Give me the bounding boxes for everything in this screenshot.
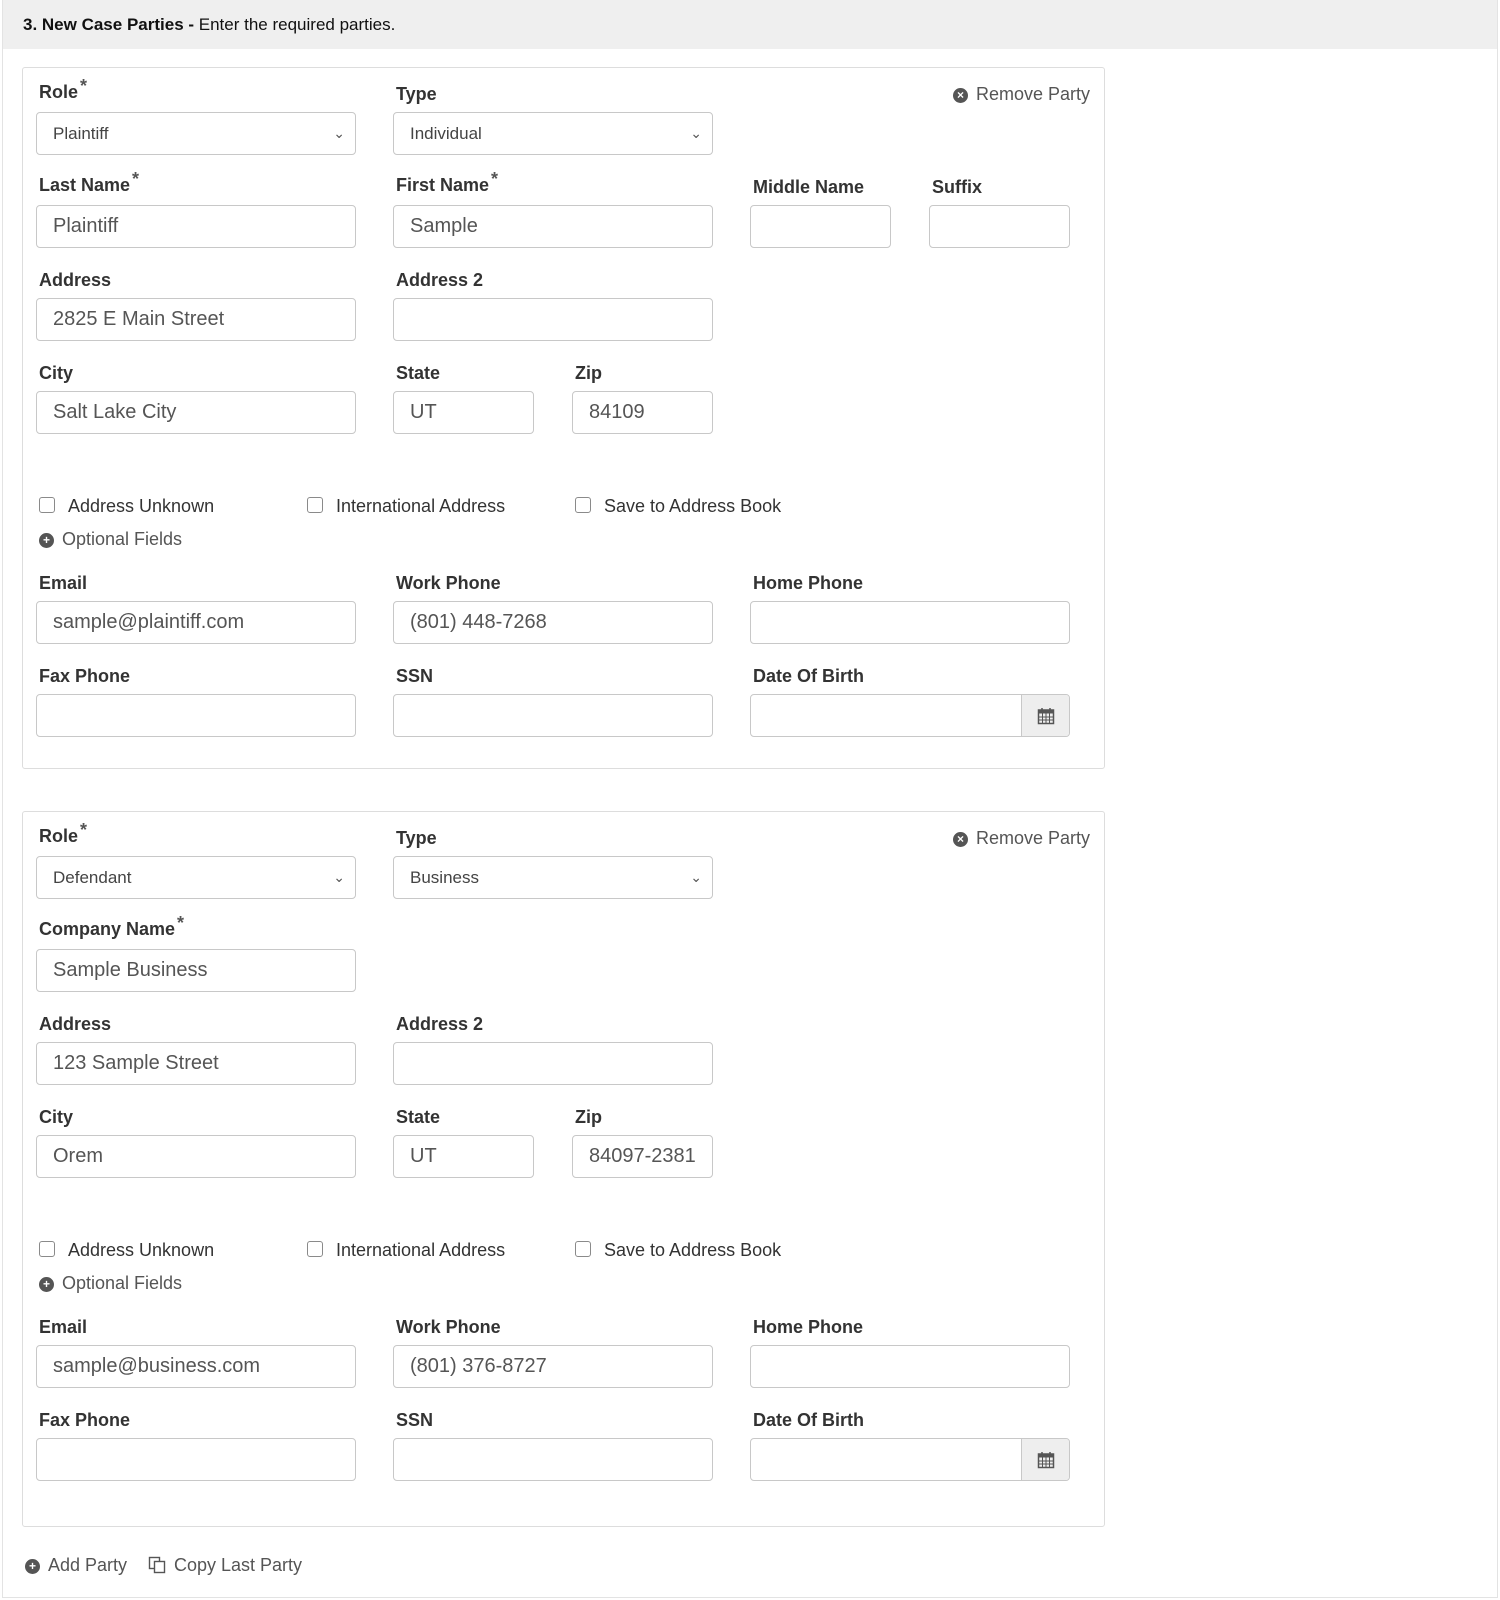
type-select[interactable]: Business ⌄ — [393, 856, 713, 899]
calendar-button[interactable] — [1021, 1439, 1069, 1480]
fax-phone-label: Fax Phone — [39, 666, 131, 686]
city-field[interactable]: Salt Lake City — [36, 391, 356, 434]
type-label: Type — [396, 828, 437, 848]
section-title: 3. New Case Parties - — [23, 15, 195, 34]
first-name-label: First Name * — [396, 169, 499, 195]
copy-last-party-button[interactable]: Copy Last Party — [148, 1555, 302, 1576]
add-party-button[interactable]: + Add Party — [25, 1555, 127, 1576]
role-label: Role * — [39, 76, 88, 102]
address2-field[interactable] — [393, 298, 713, 341]
company-name-label: Company Name * — [39, 913, 185, 939]
ssn-label: SSN — [396, 666, 434, 686]
plus-circle-icon: + — [25, 1559, 40, 1574]
fax-phone-label: Fax Phone — [39, 1410, 131, 1430]
dob-field[interactable] — [750, 694, 1070, 737]
international-address-checkbox[interactable]: International Address — [307, 496, 505, 517]
email-label: Email — [39, 1317, 88, 1337]
address2-label: Address 2 — [396, 270, 484, 290]
plus-circle-icon: + — [39, 533, 54, 548]
times-circle-icon: × — [953, 88, 968, 103]
chevron-down-icon: ⌄ — [333, 869, 345, 885]
address-label: Address — [39, 1014, 112, 1034]
state-field[interactable]: UT — [393, 1135, 534, 1178]
city-label: City — [39, 363, 74, 383]
fax-phone-field[interactable] — [36, 1438, 356, 1481]
zip-field[interactable]: 84109 — [572, 391, 713, 434]
state-label: State — [396, 363, 441, 383]
work-phone-label: Work Phone — [396, 1317, 501, 1337]
company-name-field[interactable]: Sample Business — [36, 949, 356, 992]
suffix-label: Suffix — [932, 177, 983, 197]
chevron-down-icon: ⌄ — [690, 125, 702, 141]
party-card-plaintiff — [22, 67, 1105, 769]
plus-circle-icon: + — [39, 1277, 54, 1292]
home-phone-field[interactable] — [750, 1345, 1070, 1388]
work-phone-field[interactable]: (801) 376-8727 — [393, 1345, 713, 1388]
section-header — [3, 0, 1497, 49]
save-to-address-book-checkbox[interactable]: Save to Address Book — [575, 1240, 781, 1261]
zip-label: Zip — [575, 1107, 602, 1127]
dob-label: Date Of Birth — [753, 1410, 865, 1430]
international-address-checkbox[interactable]: International Address — [307, 1240, 505, 1261]
role-select[interactable]: Defendant ⌄ — [36, 856, 356, 899]
remove-party-label: Remove Party — [975, 828, 1090, 848]
work-phone-label: Work Phone — [396, 573, 501, 593]
last-name-field[interactable]: Plaintiff — [36, 205, 356, 248]
type-label: Type — [396, 84, 437, 104]
address-field[interactable]: 123 Sample Street — [36, 1042, 356, 1085]
dob-label: Date Of Birth — [753, 666, 865, 686]
copy-icon — [148, 1556, 166, 1574]
chevron-down-icon: ⌄ — [690, 869, 702, 885]
home-phone-label: Home Phone — [753, 1317, 864, 1337]
ssn-label: SSN — [396, 1410, 434, 1430]
role-select[interactable]: Plaintiff ⌄ — [36, 112, 356, 155]
calendar-icon — [1037, 707, 1055, 725]
ssn-field[interactable] — [393, 694, 713, 737]
state-field[interactable]: UT — [393, 391, 534, 434]
email-field[interactable]: sample@plaintiff.com — [36, 601, 356, 644]
last-name-label: Last Name * — [39, 169, 140, 195]
address-label: Address — [39, 270, 112, 290]
section-subtitle: Enter the required parties. — [198, 15, 396, 34]
city-label: City — [39, 1107, 74, 1127]
calendar-icon — [1037, 1451, 1055, 1469]
middle-name-label: Middle Name — [753, 177, 865, 197]
email-field[interactable]: sample@business.com — [36, 1345, 356, 1388]
type-select[interactable]: Individual ⌄ — [393, 112, 713, 155]
remove-party-label: Remove Party — [975, 84, 1090, 104]
optional-fields-toggle[interactable]: + Optional Fields — [39, 1273, 182, 1294]
state-label: State — [396, 1107, 441, 1127]
times-circle-icon: × — [953, 832, 968, 847]
email-label: Email — [39, 573, 88, 593]
address-field[interactable]: 2825 E Main Street — [36, 298, 356, 341]
optional-fields-toggle[interactable]: + Optional Fields — [39, 529, 182, 550]
fax-phone-field[interactable] — [36, 694, 356, 737]
middle-name-field[interactable] — [750, 205, 891, 248]
suffix-field[interactable] — [929, 205, 1070, 248]
city-field[interactable]: Orem — [36, 1135, 356, 1178]
work-phone-field[interactable]: (801) 448-7268 — [393, 601, 713, 644]
ssn-field[interactable] — [393, 1438, 713, 1481]
calendar-button[interactable] — [1021, 695, 1069, 736]
remove-party-button[interactable] — [953, 84, 1090, 105]
party-card-defendant — [22, 811, 1105, 1527]
address-unknown-checkbox[interactable]: Address Unknown — [39, 496, 214, 517]
chevron-down-icon: ⌄ — [333, 125, 345, 141]
dob-field[interactable] — [750, 1438, 1070, 1481]
home-phone-label: Home Phone — [753, 573, 864, 593]
address2-label: Address 2 — [396, 1014, 484, 1034]
role-label: Role * — [39, 820, 88, 846]
home-phone-field[interactable] — [750, 601, 1070, 644]
save-to-address-book-checkbox[interactable]: Save to Address Book — [575, 496, 781, 517]
address2-field[interactable] — [393, 1042, 713, 1085]
first-name-field[interactable]: Sample — [393, 205, 713, 248]
address-unknown-checkbox[interactable]: Address Unknown — [39, 1240, 214, 1261]
zip-label: Zip — [575, 363, 602, 383]
zip-field[interactable]: 84097-2381 — [572, 1135, 713, 1178]
remove-party-button[interactable] — [953, 828, 1090, 849]
